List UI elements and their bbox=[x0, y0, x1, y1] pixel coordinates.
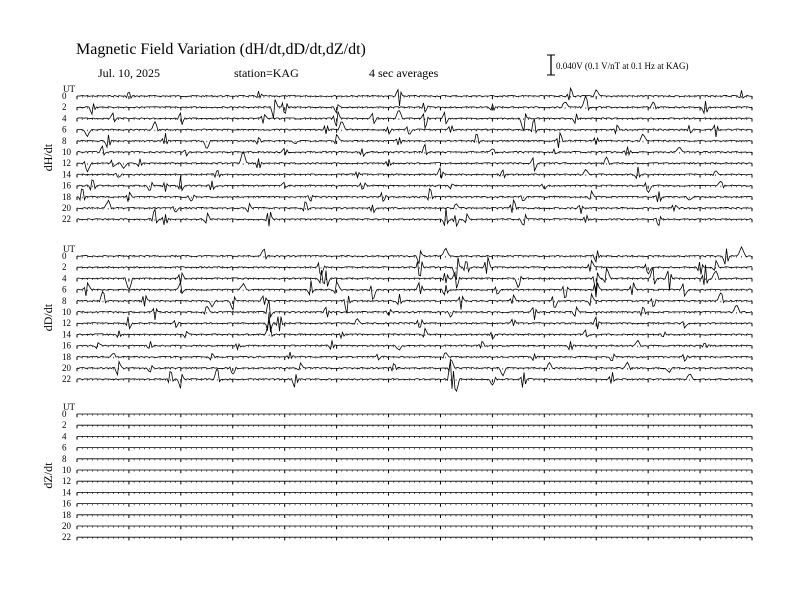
row-label: 8 bbox=[62, 453, 67, 464]
row-label: 2 bbox=[62, 420, 67, 431]
trace-line bbox=[77, 189, 752, 202]
trace-line bbox=[77, 152, 752, 172]
panels-group bbox=[41, 84, 752, 542]
scale-label: 0.040V (0.1 V/nT at 0.1 Hz at KAG) bbox=[556, 61, 689, 71]
row-label: 12 bbox=[62, 158, 71, 169]
trace-line bbox=[77, 167, 752, 179]
averaging-label: 4 sec averages bbox=[369, 66, 439, 80]
row-label: 10 bbox=[62, 147, 71, 157]
trace-line bbox=[77, 340, 752, 350]
trace-line bbox=[77, 300, 752, 320]
trace-line bbox=[77, 133, 752, 148]
row-label: 0 bbox=[62, 91, 67, 101]
row-label: 6 bbox=[62, 284, 67, 295]
panel-label: dH/dt bbox=[41, 143, 55, 172]
row-label: 16 bbox=[62, 180, 71, 191]
trace-line bbox=[77, 313, 752, 332]
row-label: 2 bbox=[62, 262, 67, 273]
row-label: 2 bbox=[62, 102, 67, 113]
row-label: 12 bbox=[62, 476, 71, 487]
trace-line bbox=[77, 96, 752, 118]
trace-line bbox=[77, 144, 752, 156]
trace-line bbox=[77, 120, 752, 137]
trace-line bbox=[77, 176, 752, 192]
row-label: 10 bbox=[62, 307, 71, 317]
row-label: 8 bbox=[62, 295, 67, 306]
row-label: 0 bbox=[62, 409, 67, 419]
panel-label: dD/dt bbox=[41, 303, 55, 332]
row-label: 16 bbox=[62, 340, 71, 351]
row-label: 6 bbox=[62, 124, 67, 135]
trace-line bbox=[77, 362, 752, 392]
panel-1 bbox=[41, 244, 752, 391]
row-label: 14 bbox=[62, 169, 71, 180]
row-label: 22 bbox=[62, 374, 71, 385]
row-label: 6 bbox=[62, 442, 67, 453]
trace-line bbox=[77, 111, 752, 130]
ut-label: UT bbox=[63, 402, 75, 412]
trace-line bbox=[77, 292, 752, 314]
trace-line bbox=[77, 359, 752, 375]
row-label: 16 bbox=[62, 498, 71, 509]
row-label: 0 bbox=[62, 251, 67, 261]
station-label: station=KAG bbox=[234, 66, 299, 80]
panel-2 bbox=[41, 402, 752, 542]
row-label: 22 bbox=[62, 532, 71, 543]
trace-line bbox=[77, 352, 752, 361]
row-label: 18 bbox=[62, 509, 71, 520]
row-label: 12 bbox=[62, 318, 71, 329]
trace-line bbox=[77, 247, 752, 265]
row-label: 14 bbox=[62, 329, 71, 340]
row-label: 14 bbox=[62, 487, 71, 498]
row-label: 4 bbox=[62, 431, 67, 442]
date-label: Jul. 10, 2025 bbox=[98, 66, 161, 80]
row-label: 10 bbox=[62, 465, 71, 475]
row-label: 20 bbox=[62, 203, 71, 213]
row-label: 18 bbox=[62, 351, 71, 362]
row-label: 22 bbox=[62, 214, 71, 225]
trace-line bbox=[77, 208, 752, 226]
ut-label: UT bbox=[63, 244, 75, 254]
panel-0 bbox=[41, 84, 752, 226]
chart-title: Magnetic Field Variation (dH/dt,dD/dt,dZ/dt) bbox=[76, 41, 366, 58]
row-label: 20 bbox=[62, 363, 71, 373]
row-label: 18 bbox=[62, 191, 71, 202]
row-label: 4 bbox=[62, 273, 67, 284]
row-label: 20 bbox=[62, 521, 71, 531]
panel-label: dZ/dt bbox=[41, 462, 55, 489]
row-label: 8 bbox=[62, 135, 67, 146]
scale-bar bbox=[547, 55, 555, 75]
trace-line bbox=[77, 200, 752, 214]
row-label: 4 bbox=[62, 113, 67, 124]
ut-label: UT bbox=[63, 84, 75, 94]
